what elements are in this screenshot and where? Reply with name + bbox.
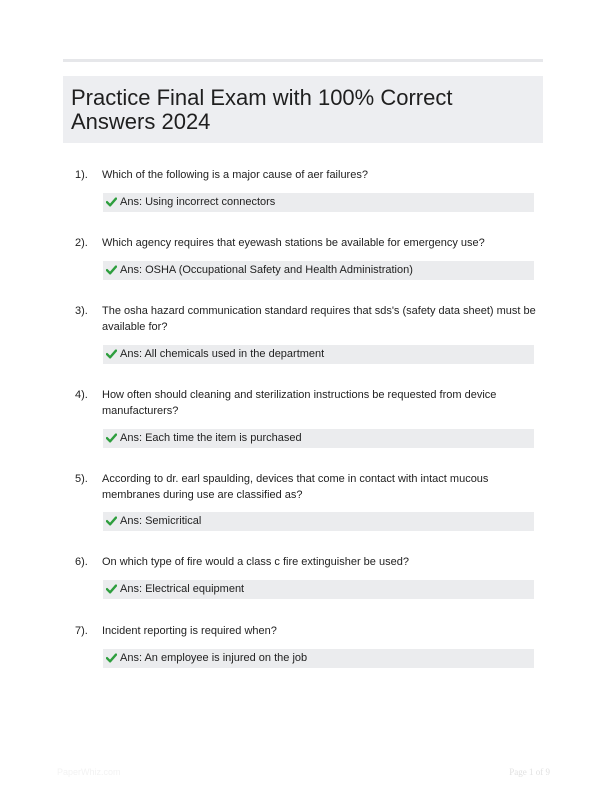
question-text: The osha hazard communication standard requires that sds's (safety data sheet) must be available for? [102,305,536,333]
answer-text: Ans: OSHA (Occupational Safety and Health Administration) [120,264,413,276]
check-icon [106,193,117,212]
question-number: 5). [75,473,88,485]
question-text: Incident reporting is required when? [102,625,277,637]
answer-box [103,429,534,448]
answer-box [103,193,534,212]
check-icon [106,649,117,668]
question-text: Which agency requires that eyewash stations be available for emergency use? [102,237,485,249]
question-number: 3). [75,305,88,317]
question-number: 7). [75,625,88,637]
footer-source: PaperWhiz.com [57,767,121,777]
answer-text: Ans: All chemicals used in the department [120,348,325,360]
top-divider [63,59,543,62]
check-icon [106,261,117,280]
answer-box [103,512,534,531]
answer-text: Ans: Each time the item is purchased [120,432,302,444]
answer-box [103,580,534,599]
page-title: Practice Final Exam with 100% Correct Answers 2024 [71,85,453,134]
question-text: How often should cleaning and sterilization instructions be requested from device manufacturers? [102,389,497,417]
answer-box [103,345,534,364]
answer-box [103,261,534,280]
question-number: 6). [75,556,88,568]
answer-text: Ans: An employee is injured on the job [120,652,308,664]
answer-text: Ans: Semicritical [120,515,202,527]
title-banner [63,76,543,143]
answer-text: Ans: Using incorrect connectors [120,196,276,208]
answer-box [103,649,534,668]
question-number: 2). [75,237,88,249]
question-number: 1). [75,169,88,181]
question-number: 4). [75,389,88,401]
check-icon [106,345,117,364]
check-icon [106,580,117,599]
page-number: Page 1 of 9 [509,767,550,777]
question-text: Which of the following is a major cause of aer failures? [102,169,368,181]
check-icon [106,512,117,531]
question-text: On which type of fire would a class c fire extinguisher be used? [102,556,409,568]
check-icon [106,429,117,448]
answer-text: Ans: Electrical equipment [120,583,245,595]
question-text: According to dr. earl spaulding, devices that come in contact with intact mucous membranes during use are classified as? [102,473,489,501]
